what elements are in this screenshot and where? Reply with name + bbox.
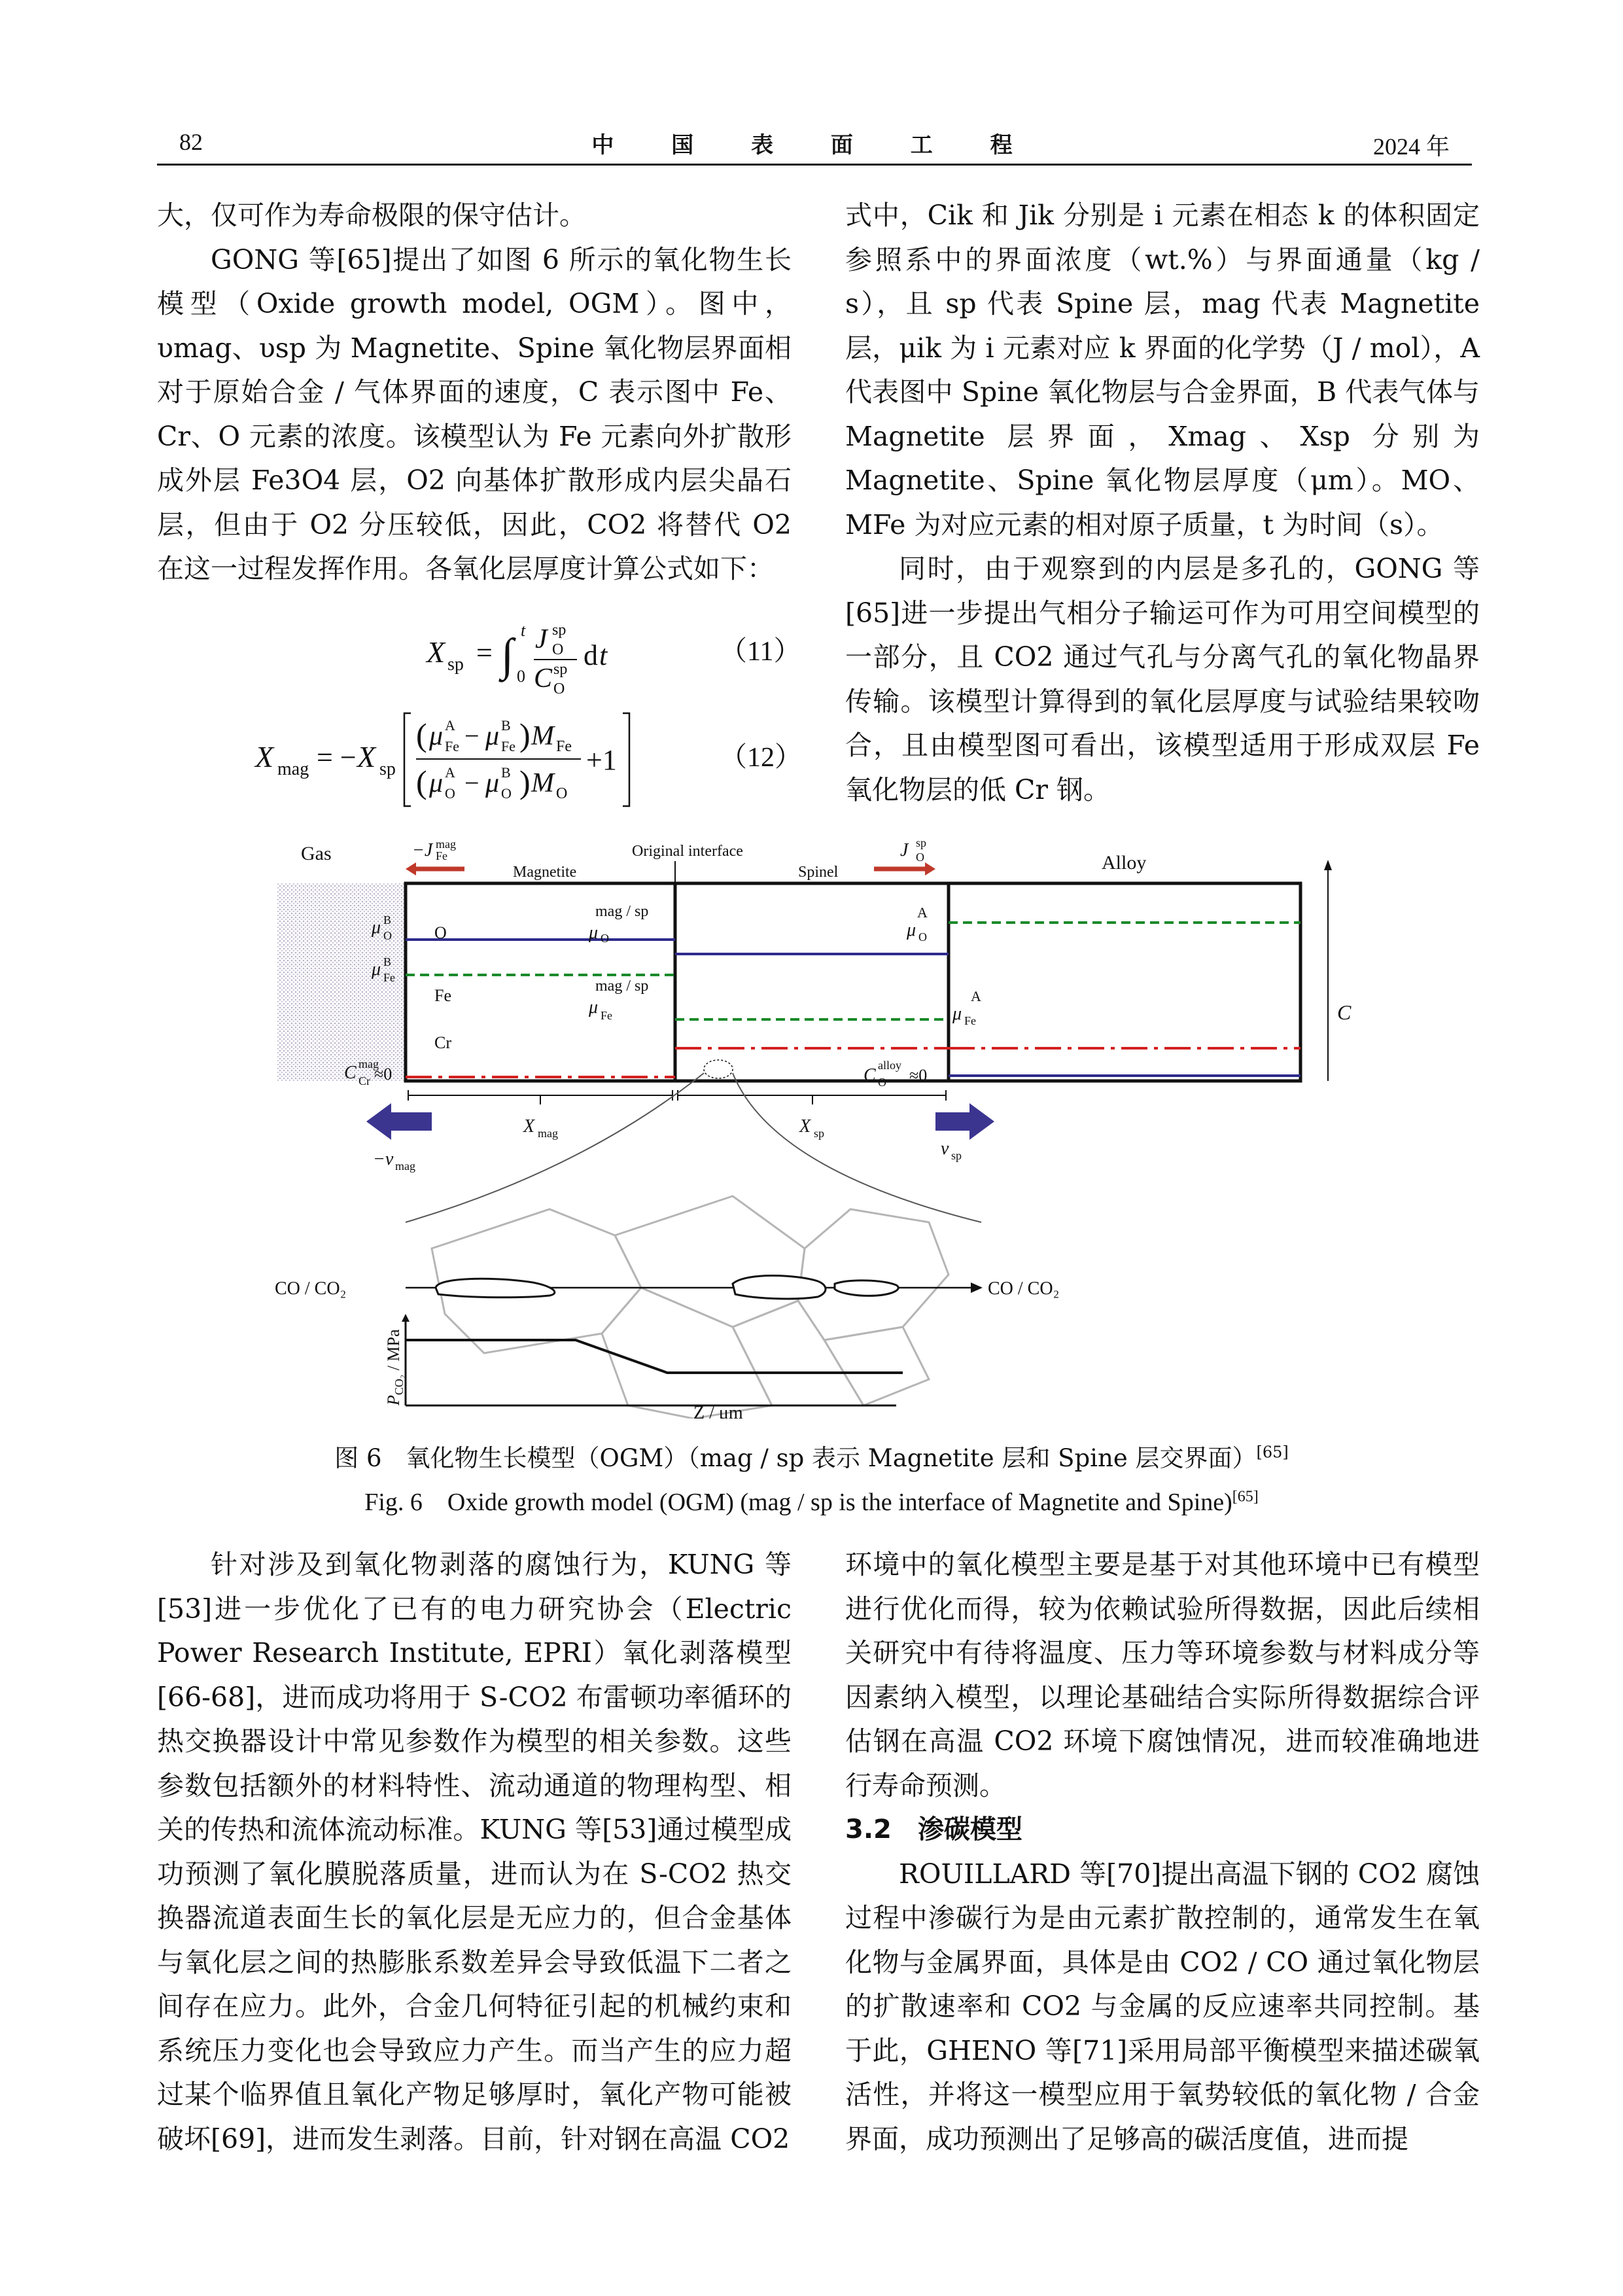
co-left-label: CO / CO₂: [275, 1279, 347, 1299]
svg-text:μ: μ: [485, 768, 500, 798]
svg-text:Fe: Fe: [383, 971, 395, 984]
svg-text:O: O: [383, 929, 392, 942]
c-axis-label: C: [1337, 1000, 1352, 1024]
svg-text:−: −: [464, 721, 480, 751]
svg-text:): ): [519, 764, 531, 800]
svg-text:O: O: [445, 785, 455, 802]
svg-text:(: (: [416, 716, 427, 753]
paragraph: ROUILLARD 等[70]提出高温下钢的 CO2 腐蚀过程中渗碳行为是由元素扩散控制的，通常发生在氧化物与金属界面，具体是由 CO2 / CO 通过氧化物层的扩散速率和 CO2 与金属的反应速率共同控制。基于此，GHENO 等[71]采用局部平衡模型来描述碳氧活性，并将这一模型应用于氧势较低的氧化物 / 合金界面，成功预测出了足够高的碳活度值，进而提: [845, 1858, 1480, 2155]
svg-text:B: B: [383, 955, 392, 968]
svg-text:Fe: Fe: [501, 738, 515, 754]
svg-text:= −: = −: [317, 741, 357, 773]
svg-text:μ: μ: [952, 1004, 962, 1024]
svg-text:mag: mag: [436, 838, 456, 851]
equation-12: [249, 701, 667, 813]
fe-label: Fe: [434, 986, 451, 1005]
paragraph: GONG 等[65]提出了如图 6 所示的氧化物生长模型（Oxide growth model, OGM）。图中，υmag、υsp 为 Magnetite、Spine 氧化物层界面相对于原始合金 / 气体界面的速度，C 表示图中 Fe、Cr、O 元素的浓度。该模型认为 Fe 元素向外扩散形成外层 Fe3O4 层，O2 向基体扩散形成内层尖晶石层，但由于 O2 分压较低，因此，CO2 将替代 O2 在这一过程发挥作用。各氧化层厚度计算公式如下：: [157, 243, 792, 584]
svg-text:O: O: [878, 1076, 886, 1089]
svg-text:mag / sp: mag / sp: [595, 903, 649, 920]
svg-text:μ: μ: [485, 721, 500, 751]
svg-text:O: O: [501, 785, 512, 802]
svg-text:μ: μ: [429, 721, 444, 751]
original-interface-label: Original interface: [632, 843, 743, 860]
svg-text:Fe: Fe: [601, 1009, 612, 1022]
scale-box: [406, 883, 1300, 1081]
pore-right: [835, 1280, 898, 1296]
svg-text:≈0: ≈0: [909, 1066, 928, 1085]
svg-text:C: C: [534, 663, 553, 694]
svg-text:C: C: [344, 1063, 357, 1083]
svg-text:=: =: [476, 637, 493, 669]
svg-text:X: X: [255, 740, 274, 773]
svg-text:B: B: [501, 764, 511, 781]
equation-12-number: （12）: [720, 743, 803, 773]
svg-text:sp: sp: [447, 654, 464, 675]
svg-text:Fe: Fe: [436, 849, 447, 862]
svg-text:alloy: alloy: [878, 1059, 901, 1072]
journal-title: 中 国 表 面 工 程: [591, 132, 1038, 158]
svg-text:d: d: [584, 639, 598, 671]
svg-text:J: J: [535, 624, 548, 654]
svg-text:sp: sp: [951, 1149, 962, 1162]
svg-text:sp: sp: [379, 759, 396, 779]
svg-text:): ): [519, 716, 531, 753]
header-year: 2024 年: [1372, 133, 1450, 160]
svg-text:A: A: [971, 988, 981, 1004]
v-mag-arrow: [366, 1103, 432, 1140]
svg-text:Fe: Fe: [445, 738, 459, 754]
running-header: [157, 126, 1472, 165]
x-sp-label: X: [799, 1116, 811, 1137]
pore-middle: [733, 1276, 826, 1299]
header-rule: [157, 164, 1472, 166]
co-right-label: CO / CO₂: [988, 1279, 1060, 1299]
svg-text:Cr: Cr: [358, 1074, 370, 1087]
pore-ellipse: [704, 1060, 733, 1078]
svg-text:O: O: [552, 641, 564, 658]
gas-label: Gas: [301, 843, 332, 864]
v-sp-label: v: [941, 1139, 949, 1159]
svg-text:≈0: ≈0: [374, 1065, 393, 1084]
paragraph: 式中，Cik 和 Jik 分别是 i 元素在相态 k 的体积固定参照系中的界面浓度（wt.%）与界面通量（kg / s），且 sp 代表 Spine 层，mag 代表 Magnetite 层，μik 为 i 元素对应 k 界面的化学势（J / mol），A 代表图中 Spine 氧化物层与合金界面，B 代表气体与 Magnetite 层界面，Xmag、Xsp 分别为 Magnetite、Spine 氧化物层厚度（μm）。MO、MFe 为对应元素的相对原子质量，t 为时间（s）。: [845, 200, 1480, 540]
flux-right-label: J: [900, 840, 909, 860]
svg-text:−: −: [464, 768, 480, 798]
svg-text:μ: μ: [372, 917, 381, 938]
svg-text:0: 0: [517, 667, 525, 686]
svg-text:X: X: [427, 635, 445, 669]
svg-text:+1: +1: [586, 744, 617, 776]
svg-text:X: X: [357, 740, 376, 773]
svg-text:μ: μ: [372, 959, 381, 980]
svg-text:O: O: [553, 680, 565, 698]
svg-text:Fe: Fe: [556, 738, 572, 755]
svg-text:O: O: [601, 932, 609, 945]
svg-text:C: C: [864, 1065, 876, 1086]
o-label: O: [434, 923, 447, 942]
svg-text:t: t: [599, 639, 608, 671]
caption-en: Fig. 6 Oxide growth model (OGM) (mag / sp is the interface of Magnetite and Spine)[65]: [364, 1488, 1259, 1516]
svg-text:sp: sp: [814, 1127, 825, 1140]
svg-text:Fe: Fe: [964, 1014, 976, 1027]
right-column-bottom: [845, 1543, 1480, 2161]
flux-arrow-right: [874, 862, 935, 875]
svg-text:B: B: [501, 717, 511, 733]
svg-text:μ: μ: [589, 923, 599, 943]
flux-arrow-left: [406, 862, 464, 875]
v-sp-arrow: [935, 1103, 994, 1140]
paragraph: 同时，由于观察到的内层是多孔的，GONG 等[65]进一步提出气相分子输运可作为可用空间模型的一部分，且 CO2 通过气孔与分离气孔的氧化物晶界传输。该模型计算得到的氧化层厚度与试验结果较吻合，且由模型图可看出，该模型适用于形成双层 Fe 氧化物层的低 Cr 钢。: [845, 553, 1480, 805]
svg-text:t: t: [521, 621, 526, 640]
svg-text:O: O: [916, 851, 924, 864]
magnetite-label: Magnetite: [513, 864, 577, 881]
svg-text:O: O: [556, 785, 568, 802]
z-axis-label: Z / μm: [693, 1403, 743, 1419]
left-column-bottom: [157, 1543, 792, 2161]
svg-text:∫: ∫: [501, 630, 514, 680]
svg-text:mag: mag: [277, 759, 309, 779]
grain-structure: [432, 1196, 949, 1419]
left-column-top: [157, 194, 792, 592]
paragraph: 大，仅可作为寿命极限的保守估计。: [157, 200, 586, 231]
svg-text:A: A: [445, 764, 455, 781]
svg-text:mag / sp: mag / sp: [595, 978, 649, 995]
alloy-label: Alloy: [1102, 852, 1147, 874]
svg-text:μ: μ: [907, 920, 916, 940]
pore-left: [436, 1279, 555, 1297]
svg-text:A: A: [445, 717, 455, 733]
figure-6: [275, 830, 1361, 1419]
cr-label: Cr: [434, 1033, 451, 1052]
svg-text:M: M: [531, 768, 554, 798]
paragraph: 针对涉及到氧化物剥落的腐蚀行为，KUNG 等[53]进一步优化了已有的电力研究协会（Electric Power Research Institute, EPRI）氧化剥落模型[66-68]，进而成功将用于 S-CO2 布雷顿功率循环的热交换器设计中常见参数作为模型的相关参数。这些参数包括额外的材料特性、流动通道的物理构型、相关的传热和流体流动标准。KUNG 等[53]通过模型成功预测了氧化膜脱落质量，进而认为在 S-CO2 热交换器流道表面生长的氧化层是无应力的，但合金基体与氧化层之间的热膨胀系数差异会导致低温下二者之间存在应力。此外，合金几何特征引起的机械约束和系统压力变化也会导致应力产生。而当产生的应力超过某个临界值且氧化产物足够厚时，氧化产物可能被破坏[69]，进而发生剥落。目前，针对钢在高温 CO2: [157, 1549, 792, 2155]
equation-11-number: （11）: [720, 637, 801, 667]
svg-text:μ: μ: [589, 997, 599, 1017]
v-mag-label: −v: [373, 1149, 394, 1169]
paragraph: 环境中的氧化模型主要是基于对其他环境中已有模型进行优化而得，较为依赖试验所得数据，因此后续相关研究中有待将温度、压力等环境参数与材料成分等因素纳入模型，以理论基础结合实际所得数据综合评估钢在高温 CO2 环境下腐蚀情况，进而较准确地进行寿命预测。: [845, 1549, 1480, 1801]
svg-text:O: O: [918, 930, 927, 944]
svg-text:M: M: [531, 721, 554, 751]
equation-11: [419, 602, 654, 700]
flux-left-label: −J: [412, 840, 433, 860]
svg-text:mag: mag: [358, 1057, 379, 1070]
x-mag-label: X: [523, 1116, 535, 1137]
caption-cn: 图 6 氧化物生长模型（OGM）（mag / sp 表示 Magnetite 层和 Spine 层交界面）[65]: [334, 1443, 1289, 1472]
svg-text:μ: μ: [429, 768, 444, 798]
page-number: 82: [179, 129, 203, 155]
svg-text:sp: sp: [552, 622, 567, 639]
section-heading: 3.2 渗碳模型: [845, 1814, 1022, 1845]
svg-text:sp: sp: [553, 661, 568, 678]
svg-text:A: A: [917, 904, 928, 921]
svg-text:(: (: [416, 764, 427, 800]
spinel-label: Spinel: [798, 864, 839, 881]
svg-text:sp: sp: [916, 836, 927, 849]
svg-text:mag: mag: [395, 1159, 415, 1173]
svg-text:mag: mag: [538, 1127, 558, 1140]
right-column-top: [845, 194, 1480, 812]
p-axis-label: $P_{CO_2}$ / MPa: [384, 1329, 406, 1405]
svg-text:B: B: [383, 913, 392, 927]
